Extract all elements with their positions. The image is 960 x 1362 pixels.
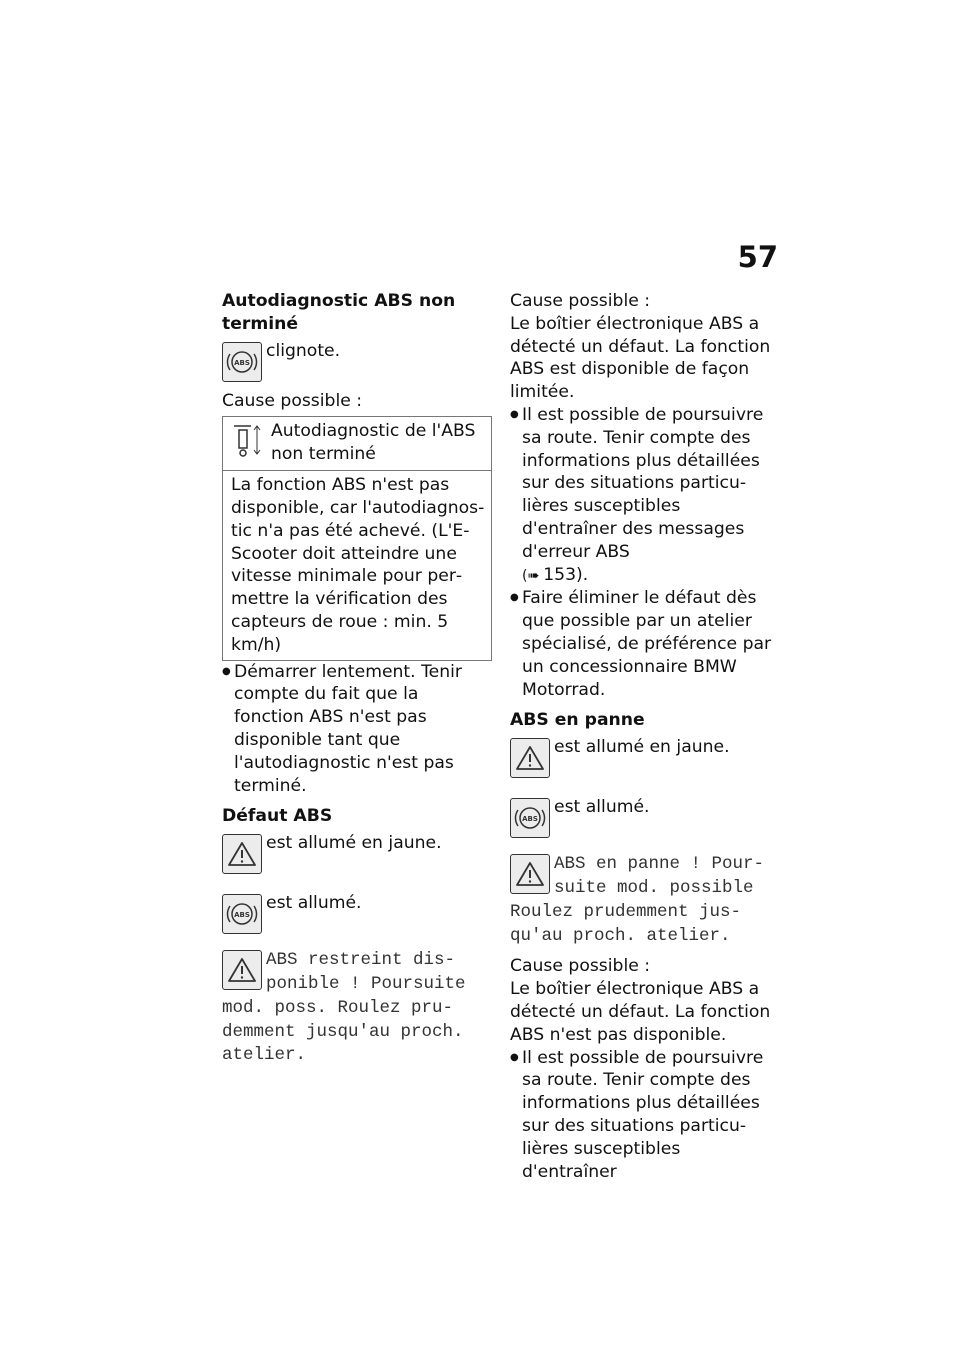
warning-triangle-icon — [222, 950, 262, 990]
abs-lit-row — [222, 892, 492, 934]
page-ref-arrow-icon: (➠ — [522, 567, 540, 584]
right-bullet-list-1 — [510, 404, 780, 701]
abs-lit-text: est allumé. — [554, 797, 650, 818]
heading-abs-en-panne: ABS en panne — [510, 710, 645, 731]
abs-icon — [222, 894, 262, 934]
left-bullet-list — [222, 661, 492, 798]
warning-yellow-text: est allumé en jaune. — [266, 833, 442, 854]
display-message-block — [510, 852, 780, 947]
svg-text:ABS: ABS — [234, 358, 250, 367]
cause-label-2: Cause possible : — [510, 956, 651, 977]
diagnostic-table — [222, 416, 492, 660]
cause-text-2: Le boîtier électronique ABS a détecté un défaut. La fonction ABS n'est pas disponible. — [510, 979, 771, 1045]
abs-lit-text: est allumé. — [266, 893, 362, 914]
warning-triangle-icon — [510, 738, 550, 778]
bullet-fix-defect: ● Faire éliminer le défaut dès que possible par un atelier spécialisé, de préférence par un concessionnaire BMW Motorrad. — [510, 587, 780, 701]
abs-flashing-row — [222, 340, 492, 382]
diagnostic-icon — [231, 420, 265, 467]
diagnostic-table-body: La fonction ABS n'est pas disponible, car l'autodiagnostic n'a pas été achevé. (L'E-Scooter doit atteindre une vitesse minimale pour permettre la vérification des capteurs de roue : min. 5 km/h) — [223, 471, 492, 660]
right-column — [510, 290, 780, 1183]
warning-yellow-text: est allumé en jaune. — [554, 737, 730, 758]
bullet-continue-ride-2: ● Il est possible de poursuivre sa route. Tenir compte des informations plus détaillées sur des situations particulières susceptibles d'entraîner — [510, 1047, 780, 1184]
display-message-block — [222, 948, 492, 1067]
cause-label: Cause possible : — [222, 390, 363, 411]
cause-label: Cause possible : — [510, 291, 651, 311]
warning-triangle-icon — [222, 834, 262, 874]
bullet-continue-ride: ● Il est possible de poursuivre sa route. Tenir compte des informations plus détaillées sur des situations particulières susceptibles d'entraîner des messages d'erreur ABS (➠ 153). — [510, 404, 780, 587]
heading-abs-autodiagnostic: Autodiagnostic ABS non terminé — [222, 291, 456, 334]
page-reference[interactable]: 153). — [543, 564, 589, 585]
abs-flashing-text: clignote. — [266, 340, 341, 361]
cause-text: Le boîtier électronique ABS a détecté un défaut. La fonction ABS est disponible de façon limitée. — [510, 313, 771, 403]
warning-yellow-row — [510, 736, 780, 778]
svg-text:ABS: ABS — [234, 911, 250, 920]
warning-triangle-icon — [510, 854, 550, 894]
abs-icon — [510, 798, 550, 838]
heading-defaut-abs: Défaut ABS — [222, 806, 333, 827]
right-bullet-list-2 — [510, 1047, 780, 1184]
display-message: ABS en panne ! Poursuite mod. possible Roulez prudemment jusqu'au proch. atelier. — [510, 854, 765, 946]
svg-text:ABS: ABS — [522, 815, 538, 824]
abs-lit-row — [510, 796, 780, 838]
bullet-start-slowly: ● Démarrer lentement. Tenir compte du fait que la fonction ABS n'est pas disponible tant que l'autodiagnostic n'est pas terminé. — [222, 661, 492, 798]
diagnostic-title: Autodiagnostic de l'ABS non terminé — [271, 421, 476, 465]
left-column — [222, 290, 492, 1067]
display-message: ABS restreint disponible ! Poursuite mod. poss. Roulez prudemment jusqu'au proch. atelier. — [222, 950, 466, 1066]
abs-icon — [222, 342, 262, 382]
warning-yellow-row — [222, 832, 492, 874]
diagnostic-table-header — [223, 417, 492, 471]
page-number: 57 — [737, 240, 778, 274]
